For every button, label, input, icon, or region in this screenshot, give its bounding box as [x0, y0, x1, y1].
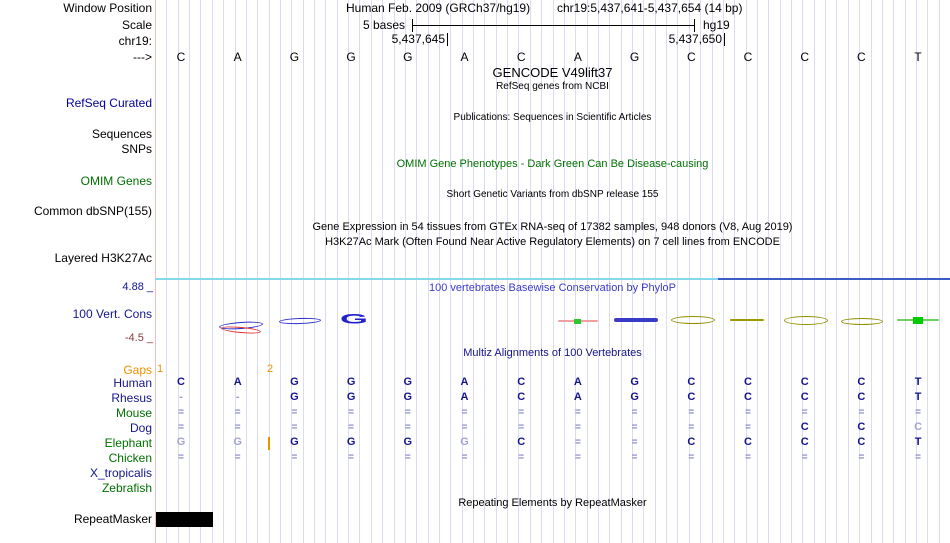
- multiz-cell: =: [461, 452, 468, 463]
- multiz-species-label-x_tropicalis[interactable]: X_tropicalis: [89, 466, 152, 480]
- multiz-cell: =: [178, 407, 184, 418]
- multiz-cell: A: [460, 376, 469, 388]
- multiz-cell: =: [518, 452, 525, 463]
- multiz-cell: A: [573, 391, 582, 403]
- track-title-dbsnp[interactable]: Short Genetic Variants from dbSNP release 155: [446, 189, 659, 200]
- track-label-repeatmasker[interactable]: RepeatMasker: [73, 512, 152, 526]
- multiz-cell: =: [631, 437, 638, 448]
- assembly-label: Human Feb. 2009 (GRCh37/hg19): [346, 1, 531, 15]
- multiz-cell: -: [235, 391, 240, 403]
- track-label-layered-h3k27ac[interactable]: Layered H3K27Ac: [54, 251, 152, 265]
- multiz-cell: G: [290, 376, 299, 388]
- base-letter: C: [743, 50, 753, 64]
- track-label-refseq-curated[interactable]: RefSeq Curated: [65, 96, 152, 110]
- track-label-common-dbsnp[interactable]: Common dbSNP(155): [33, 204, 152, 218]
- multiz-cell: C: [857, 436, 866, 448]
- multiz-cell: =: [745, 407, 751, 418]
- conservation-mark: [671, 316, 715, 324]
- multiz-cell: =: [801, 452, 808, 463]
- conservation-min-label: -4.5 _: [124, 332, 153, 344]
- multiz-cell: T: [914, 436, 922, 448]
- conservation-baseline-segment: [155, 278, 718, 280]
- track-label-snps[interactable]: SNPs: [121, 142, 152, 156]
- track-title-gtex[interactable]: Gene Expression in 54 tissues from GTEx RNA-seq of 17382 samples, 948 donors (V8, Aug 2019): [312, 221, 793, 233]
- label-window-position: Window Position: [63, 1, 152, 15]
- base-letter: A: [233, 50, 242, 64]
- multiz-cell: G: [403, 376, 413, 388]
- multiz-cell: C: [800, 391, 809, 403]
- multiz-cell: G: [233, 436, 242, 448]
- multiz-cell: =: [461, 422, 468, 433]
- base-letter: C: [800, 50, 810, 64]
- multiz-cell: C: [517, 436, 526, 448]
- multiz-cell: =: [858, 452, 865, 463]
- multiz-cell: A: [460, 391, 469, 403]
- multiz-cell: A: [233, 376, 242, 388]
- multiz-cell: G: [346, 376, 356, 388]
- multiz-cell: G: [630, 391, 639, 403]
- multiz-cell: G: [176, 436, 186, 448]
- multiz-cell: C: [800, 376, 809, 388]
- track-title-publications[interactable]: Publications: Sequences in Scientific Articles: [453, 112, 652, 123]
- multiz-cell: -: [179, 391, 183, 403]
- multiz-cell: =: [291, 422, 298, 433]
- ruler-tick: [447, 33, 448, 46]
- base-letter: T: [914, 50, 922, 64]
- ruler-tick: [724, 33, 725, 46]
- multiz-cell: G: [403, 391, 413, 403]
- base-letter: G: [403, 50, 413, 64]
- base-letter: C: [176, 50, 186, 64]
- multiz-cell: =: [574, 407, 581, 418]
- ruler-tick-label: 5,437,650: [668, 32, 722, 46]
- multiz-cell: =: [404, 407, 411, 418]
- multiz-cell: A: [573, 376, 582, 388]
- track-label-sequences[interactable]: Sequences: [91, 127, 152, 141]
- multiz-cell: C: [744, 391, 752, 403]
- base-letter: A: [573, 50, 582, 64]
- multiz-cell: =: [631, 422, 638, 433]
- gap-count-mark: 1: [157, 363, 164, 375]
- multiz-cell: C: [914, 421, 923, 433]
- scale-value: 5 bases: [362, 18, 405, 32]
- multiz-species-label-mouse[interactable]: Mouse: [115, 406, 152, 420]
- multiz-cell: =: [178, 452, 184, 463]
- conservation-mark: [913, 317, 923, 324]
- scale-bar: [412, 25, 695, 26]
- base-letter: C: [686, 50, 696, 64]
- multiz-cell: C: [744, 376, 752, 388]
- scale-bar-left-tick: [412, 19, 413, 32]
- multiz-cell: G: [403, 436, 413, 448]
- multiz-cell: G: [290, 436, 299, 448]
- multiz-cell: C: [857, 376, 866, 388]
- position-range-label: chr19:5,437,641-5,437,654 (14 bp): [557, 1, 743, 15]
- multiz-cell: C: [687, 391, 696, 403]
- multiz-cell: =: [631, 452, 638, 463]
- base-letter: G: [346, 50, 356, 64]
- ruler-tick-label: 5,437,645: [391, 32, 445, 46]
- multiz-cell: C: [857, 421, 866, 433]
- multiz-cell: =: [178, 422, 184, 433]
- label-strand-direction: --->: [133, 50, 152, 64]
- multiz-cell: =: [574, 437, 581, 448]
- multiz-cell: =: [234, 452, 241, 463]
- multiz-species-label-chicken[interactable]: Chicken: [108, 451, 152, 465]
- multiz-cell: =: [348, 407, 355, 418]
- track-title-gencode[interactable]: GENCODE V49lift37: [492, 65, 613, 80]
- multiz-cell: =: [858, 407, 865, 418]
- conservation-mark: [784, 316, 828, 325]
- base-letter: A: [460, 50, 469, 64]
- multiz-cell: C: [177, 376, 185, 388]
- multiz-cell: G: [346, 391, 356, 403]
- multiz-species-label-rhesus[interactable]: Rhesus: [111, 391, 152, 405]
- multiz-cell: =: [574, 422, 581, 433]
- multiz-insertion-mark: [268, 437, 270, 450]
- base-letter: G: [289, 50, 300, 64]
- track-title-multiz[interactable]: Multiz Alignments of 100 Vertebrates: [463, 347, 642, 359]
- conservation-mark: [574, 319, 581, 324]
- multiz-cell: =: [291, 407, 298, 418]
- multiz-species-label-elephant[interactable]: Elephant: [104, 436, 152, 450]
- multiz-species-label-human[interactable]: Human: [113, 376, 152, 390]
- multiz-cell: C: [687, 376, 696, 388]
- track-label-omim-genes[interactable]: OMIM Genes: [80, 174, 152, 188]
- track-title-phylop[interactable]: 100 vertebrates Basewise Conservation by PhyloP: [428, 282, 677, 294]
- multiz-cell: =: [915, 407, 922, 418]
- multiz-cell: =: [745, 422, 751, 433]
- multiz-cell: C: [857, 391, 866, 403]
- multiz-cell: C: [800, 436, 809, 448]
- multiz-cell: =: [518, 407, 525, 418]
- base-letter: C: [857, 50, 866, 64]
- multiz-species-label-dog[interactable]: Dog: [129, 421, 152, 435]
- track-subtitle-refseq[interactable]: RefSeq genes from NCBI: [496, 81, 609, 92]
- multiz-cell: G: [630, 376, 639, 388]
- multiz-cell: =: [688, 422, 695, 433]
- multiz-cell: =: [518, 422, 525, 433]
- multiz-cell: C: [517, 376, 526, 388]
- multiz-cell: =: [348, 452, 355, 463]
- repeatmasker-element-box[interactable]: [156, 512, 213, 527]
- multiz-gaps-label: Gaps: [123, 363, 152, 377]
- conservation-mark: G: [339, 311, 368, 328]
- multiz-cell: =: [348, 422, 355, 433]
- multiz-cell: =: [574, 452, 581, 463]
- conservation-max-label: 4.88 _: [122, 281, 153, 293]
- multiz-cell: G: [290, 391, 299, 403]
- multiz-cell: G: [346, 436, 356, 448]
- multiz-cell: =: [291, 452, 298, 463]
- conservation-baseline-segment: [718, 278, 950, 280]
- multiz-cell: =: [461, 407, 468, 418]
- multiz-cell: =: [404, 452, 411, 463]
- multiz-cell: C: [687, 436, 696, 448]
- multiz-cell: =: [801, 407, 808, 418]
- track-title-repeatmasker[interactable]: Repeating Elements by RepeatMasker: [458, 497, 647, 509]
- multiz-cell: =: [234, 407, 241, 418]
- base-letter: C: [516, 50, 526, 64]
- conservation-mark: [614, 318, 658, 322]
- track-title-h3k27ac[interactable]: H3K27Ac Mark (Often Found Near Active Regulatory Elements) on 7 cell lines from ENCODE: [325, 236, 780, 248]
- multiz-cell: =: [745, 452, 751, 463]
- multiz-cell: =: [688, 407, 695, 418]
- multiz-cell: C: [517, 391, 526, 403]
- multiz-cell: T: [914, 391, 922, 403]
- label-chrom: chr19:: [118, 34, 152, 48]
- multiz-cell: C: [744, 436, 752, 448]
- gap-count-mark: 2: [267, 363, 274, 375]
- multiz-cell: C: [800, 421, 809, 433]
- multiz-cell: =: [631, 407, 638, 418]
- conservation-mark: [841, 318, 883, 325]
- multiz-cell: =: [915, 452, 922, 463]
- scale-bar-right-tick: [694, 19, 695, 32]
- conservation-mark: [730, 319, 764, 321]
- multiz-cell: =: [404, 422, 411, 433]
- genome-label: hg19: [703, 18, 730, 32]
- track-title-omim[interactable]: OMIM Gene Phenotypes - Dark Green Can Be Disease-causing: [396, 158, 709, 170]
- multiz-cell: T: [914, 376, 922, 388]
- label-scale: Scale: [121, 18, 152, 32]
- multiz-species-label-zebrafish[interactable]: Zebrafish: [101, 481, 152, 495]
- track-label-100-vert-cons[interactable]: 100 Vert. Cons: [72, 307, 152, 321]
- multiz-cell: G: [460, 436, 469, 448]
- base-letter: G: [629, 50, 640, 64]
- multiz-cell: =: [234, 422, 241, 433]
- multiz-cell: =: [688, 452, 695, 463]
